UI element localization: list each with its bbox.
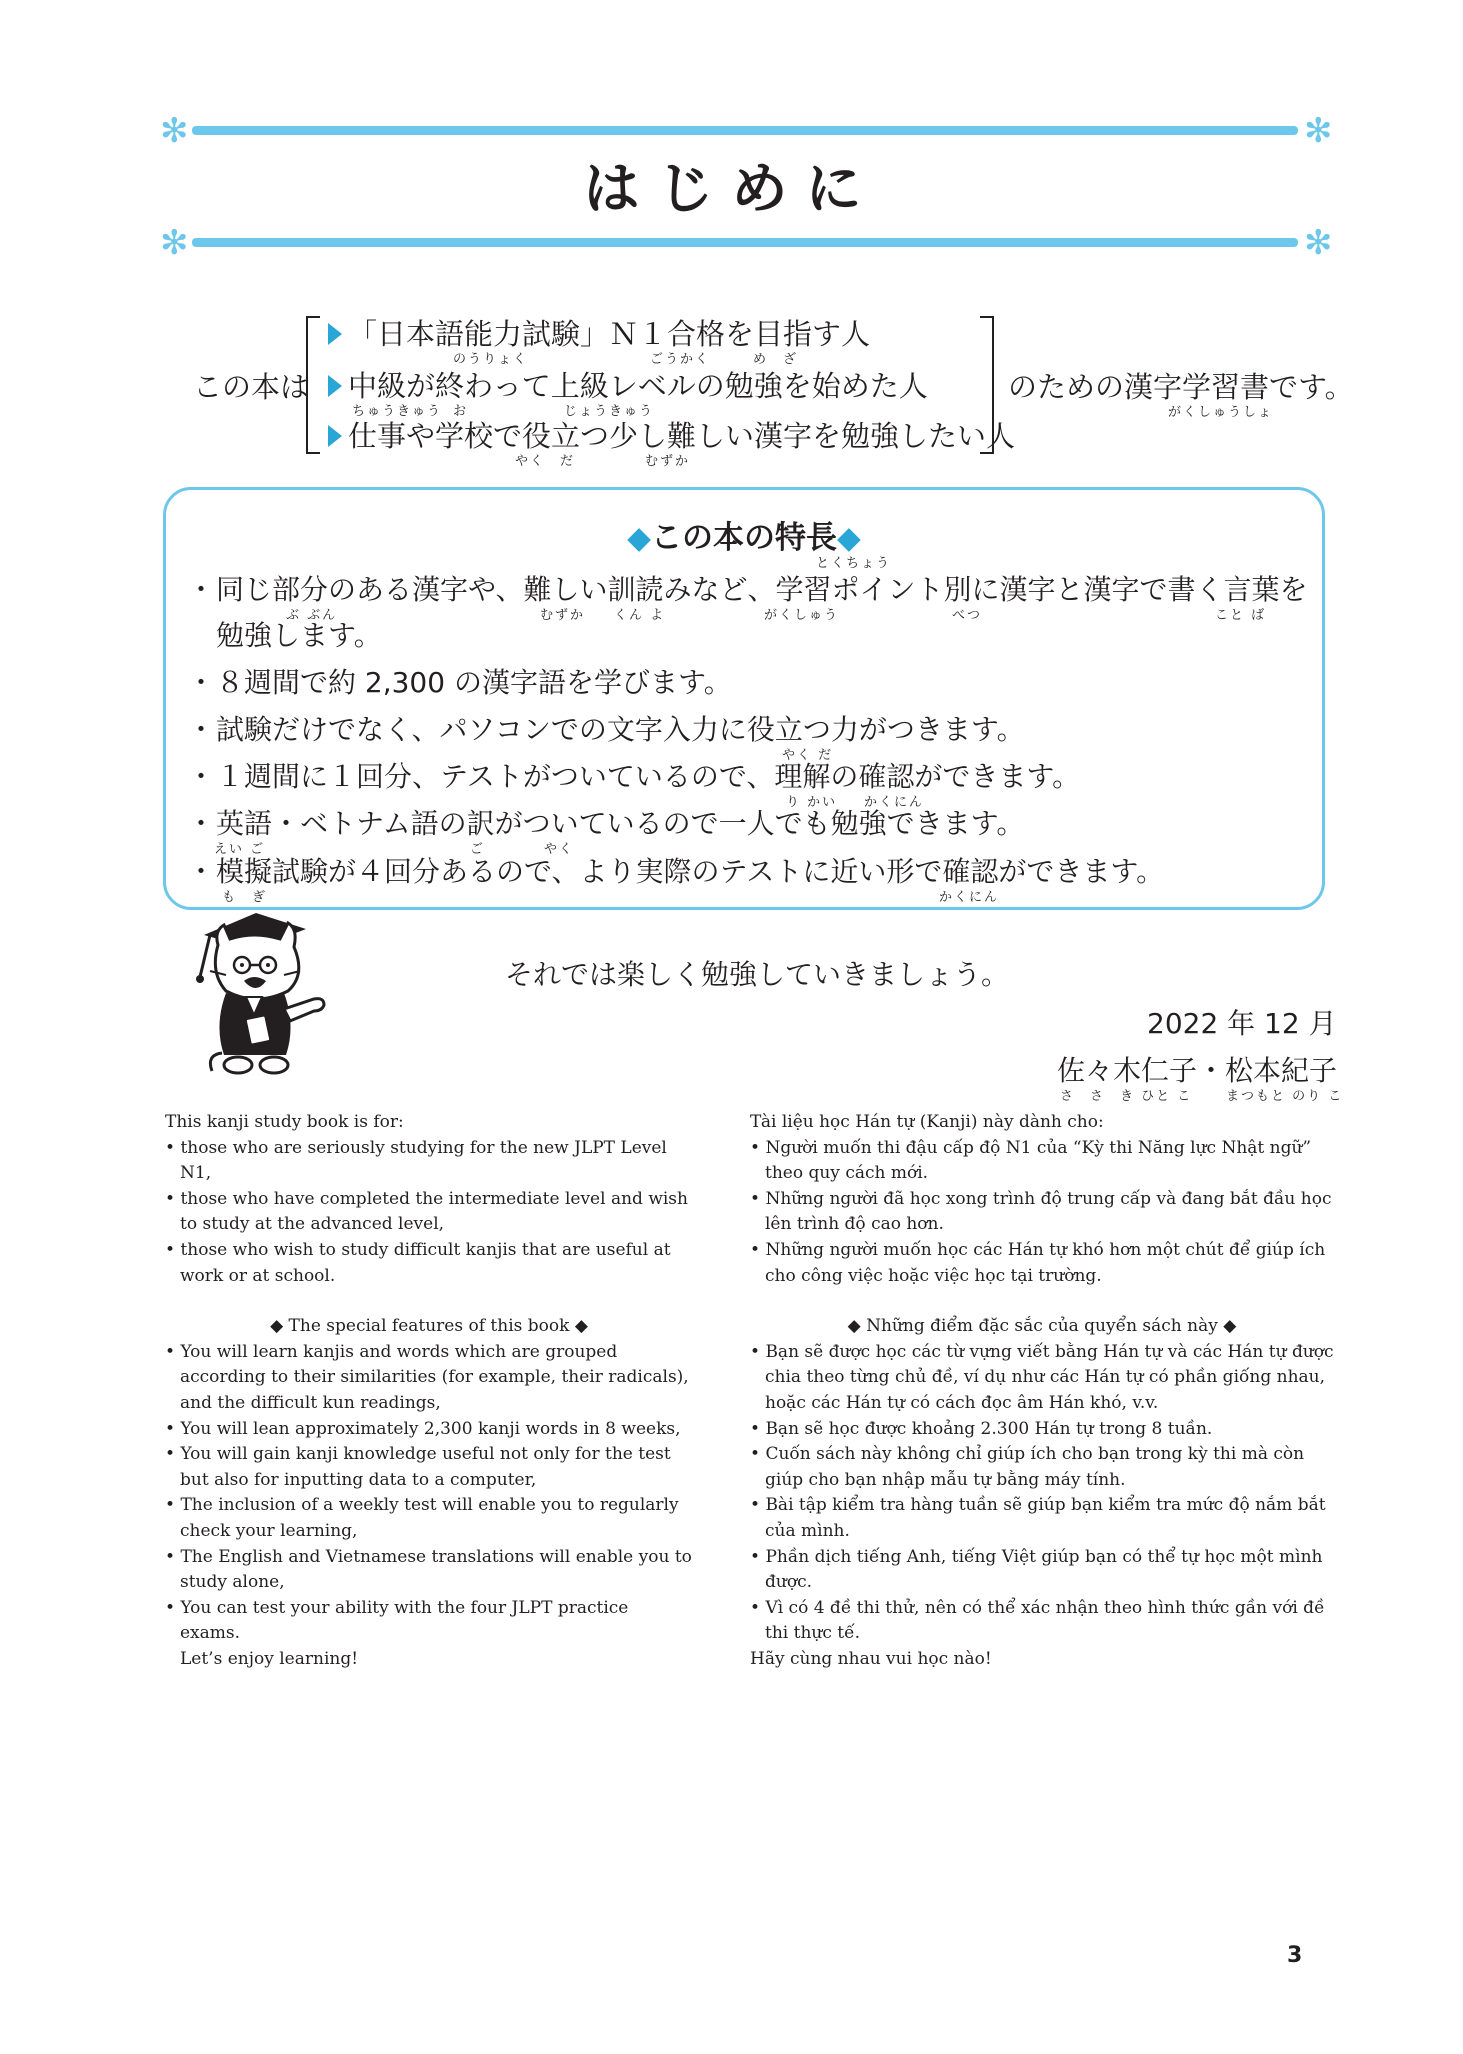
- intro-lead: この本は: [193, 370, 310, 404]
- intro-target-1: 「日本語能力試験」Ｎ１合格を目指す人: [328, 312, 870, 353]
- intro-tail: のための漢字学習書です。: [1008, 370, 1354, 404]
- page-number: 3: [1287, 1943, 1303, 1968]
- bracket-left: [306, 316, 320, 454]
- authors-ruby: さ さ き ひと こ まつもと のり こ: [1060, 1089, 1344, 1104]
- feature-item-ruby: も ぎ かくにん: [222, 890, 1000, 905]
- intro-target-2: 中級が終わって上級レベルの勉強を始めた人: [328, 364, 928, 405]
- intro-target-2-ruby: ちゅうきゅう お じょうきゅう: [352, 404, 655, 419]
- features-heading: ◆この本の特長◆: [627, 520, 861, 556]
- cat-professor-illustration: [196, 905, 332, 1087]
- list-item: • Phần dịch tiếng Anh, tiếng Việt giúp bạn có thể tự học một mình được.: [750, 1546, 1323, 1593]
- snowflake-icon: ✻: [160, 223, 189, 263]
- diamond-icon: ◆: [837, 520, 861, 556]
- snowflake-icon: ✻: [160, 111, 189, 151]
- english-column: [165, 1110, 693, 1672]
- intro-target-3-ruby: やく だ むずか: [515, 454, 691, 469]
- list-item: • The inclusion of a weekly test will enable you to regularly check your learning,: [165, 1495, 679, 1541]
- list-item: • You will learn kanjis and words which are grouped according to their similarities (for example, their radicals), and the difficult kun readings,: [165, 1341, 689, 1413]
- triangle-bullet-icon: [328, 375, 342, 397]
- list-item: • Vì có 4 đề thi thử, nên có thể xác nhận theo hình thức gần với đề thi thực tế.: [750, 1597, 1325, 1644]
- feature-item-ruby: えい ご ご やく: [214, 842, 575, 857]
- feature-item: ・模擬試験が４回分あるので、より実際のテストに近い形で確認ができます。: [186, 855, 1165, 888]
- authors: 佐々木仁子・松本紀子: [1057, 1054, 1338, 1087]
- diamond-icon: ◆: [627, 520, 651, 556]
- title-rule-bottom: [192, 238, 1298, 247]
- snowflake-icon: ✻: [1304, 223, 1333, 263]
- feature-item-continued: 勉強します。: [216, 619, 382, 652]
- list-item: • You will gain kanji knowledge useful not only for the test but also for inputting data to a computer,: [165, 1444, 671, 1490]
- list-item: • those who have completed the intermediate level and wish to study at the advanced level,: [165, 1188, 688, 1235]
- date: 2022 年 12 月: [1147, 1007, 1337, 1040]
- intro-tail-ruby: がくしゅうしょ: [1168, 405, 1274, 420]
- intro-target-3: 仕事や学校で役立つ少し難しい漢字を勉強したい人: [328, 414, 1015, 455]
- list-item: • those who are seriously studying for the new JLPT Level N1,: [165, 1137, 667, 1184]
- english-intro: This kanji study book is for:: [165, 1112, 404, 1132]
- list-item: • You will lean approximately 2,300 kanji words in 8 weeks,: [165, 1418, 681, 1439]
- list-item: • Cuốn sách này không chỉ giúp ích cho bạn trong kỳ thi mà còn giúp cho bạn nhập mẫu tự bằng máy tính.: [750, 1444, 1305, 1490]
- list-item: • The English and Vietnamese translations will enable you to study alone,: [165, 1546, 692, 1593]
- feature-item: ・１週間に１回分、テストがついているので、理解の確認ができます。: [186, 760, 1081, 793]
- page-title: はじめに: [583, 157, 880, 222]
- intro-target-1-ruby: のうりょく ごうかく め ざ: [453, 352, 799, 367]
- vietnamese-column: [750, 1110, 1334, 1672]
- feature-item: ・同じ部分のある漢字や、難しい訓読みなど、学習ポイント別に漢字と漢字で書く言葉を: [186, 573, 1308, 606]
- closing-message: それでは楽しく勉強していきましょう。: [505, 958, 1010, 991]
- list-item: • Bài tập kiểm tra hàng tuần sẽ giúp bạn kiểm tra mức độ nắm bắt của mình.: [750, 1495, 1326, 1541]
- list-item: • Những người đã học xong trình độ trung cấp và đang bắt đầu học lên trình độ cao hơn.: [750, 1188, 1332, 1235]
- list-item: • Người muốn thi đậu cấp độ N1 của “Kỳ thi Năng lực Nhật ngữ” theo quy cách mới.: [750, 1137, 1312, 1184]
- snowflake-icon: ✻: [1304, 111, 1333, 151]
- title-rule-top: [192, 126, 1298, 135]
- feature-item: ・試験だけでなく、パソコンでの文字入力に役立つ力がつきます。: [186, 713, 1025, 746]
- triangle-bullet-icon: [328, 323, 342, 345]
- list-item: • Những người muốn học các Hán tự khó hơn một chút để giúp ích cho công việc hoặc việc học tại trường.: [750, 1239, 1326, 1286]
- triangle-bullet-icon: [328, 425, 342, 447]
- feature-item-ruby: やく だ: [782, 748, 834, 763]
- english-features-heading: ◆ The special features of this book ◆: [270, 1316, 588, 1337]
- feature-item: ・８週間で約 2,300 の漢字語を学びます。: [186, 666, 732, 699]
- vietnamese-features-heading: ◆ Những điểm đặc sắc của quyển sách này ◆: [847, 1316, 1237, 1337]
- list-item: • Bạn sẽ học được khoảng 2.300 Hán tự trong 8 tuần.: [750, 1418, 1213, 1439]
- feature-item-ruby: ぶ ぶん むずか くん よ がくしゅう べつ こと ば: [286, 608, 1267, 623]
- feature-item: ・英語・ベトナム語の訳がついているので一人でも勉強できます。: [186, 807, 1025, 840]
- list-item: • those who wish to study difficult kanjis that are useful at work or at school.: [165, 1239, 671, 1286]
- english-closing: Let’s enjoy learning!: [180, 1648, 359, 1669]
- vietnamese-closing: Hãy cùng nhau vui học nào!: [750, 1648, 992, 1669]
- features-heading-ruby: とくちょう: [816, 556, 892, 571]
- vietnamese-intro: Tài liệu học Hán tự (Kanji) này dành cho:: [750, 1112, 1104, 1132]
- feature-item-ruby: り かい かくにん: [786, 795, 925, 810]
- features-box: [163, 487, 1325, 910]
- list-item: • You can test your ability with the four JLPT practice exams.: [165, 1597, 629, 1644]
- list-item: • Bạn sẽ được học các từ vựng viết bằng Hán tự và các Hán tự được chia theo từng chủ đề, ví dụ như các Hán tự có phần giống nhau, hoặc các Hán tự có cách đọc âm Hán khó, v.v.: [750, 1341, 1334, 1413]
